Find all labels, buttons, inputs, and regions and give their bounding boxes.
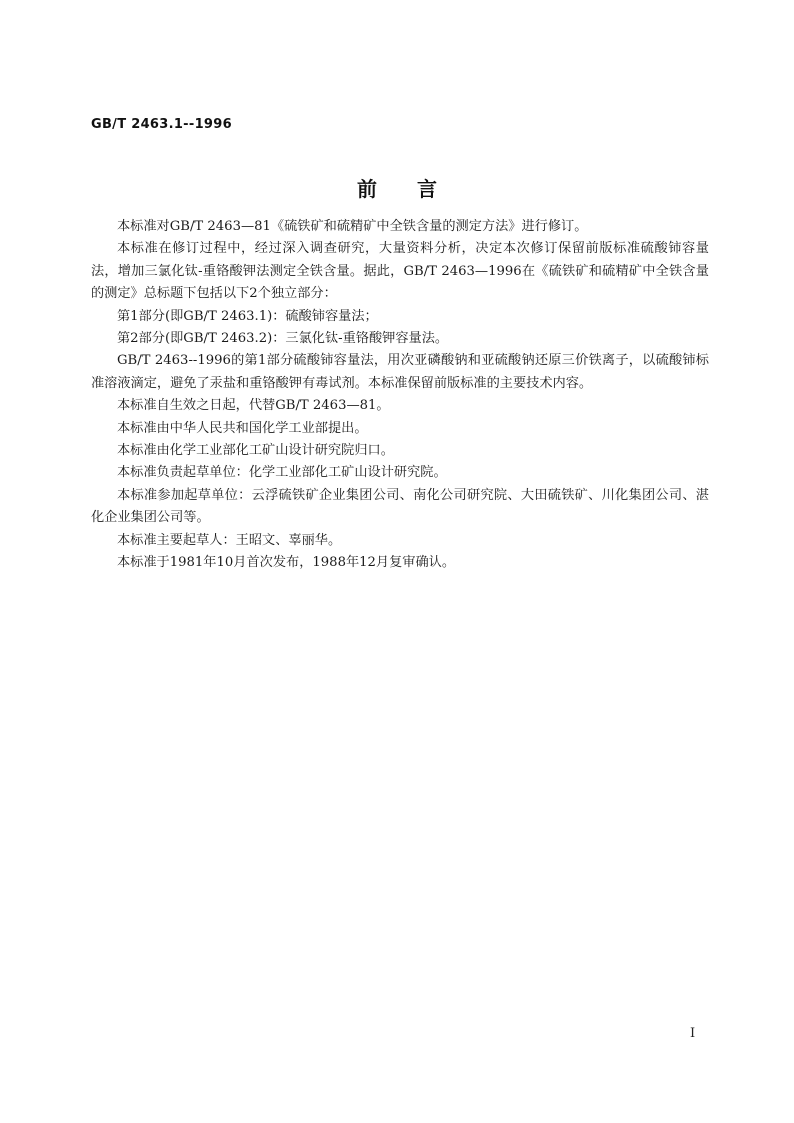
paragraph: GB/T 2463--1996的第1部分硫酸铈容量法，用次亚磷酸钠和亚硫酸钠还原三价铁离子，以硫酸铈标准溶液滴定，避免了汞盐和重铬酸钾有毒试剂。本标准保留前版标准的主要技术内容。: [91, 353, 709, 391]
page-number: I: [690, 1026, 696, 1041]
paragraph: 本标准自生效之日起，代替GB/T 2463—81。: [117, 398, 390, 414]
paragraph: 本标准在修订过程中，经过深入调查研究，大量资料分析，决定本次修订保留前版标准硫酸铈容量法，增加三氯化钛-重铬酸钾法测定全铁含量。据此，GB/T 2463—1996在《硫铁矿和硫精矿中全铁含量的测定》总标题下包括以下2个独立部分：: [91, 241, 709, 302]
page-title: 前言: [357, 177, 477, 201]
paragraph: 本标准由化学工业部化工矿山设计研究院归口。: [117, 443, 394, 459]
paragraph: 第2部分(即GB/T 2463.2)：三氯化钛-重铬酸钾容量法。: [117, 331, 449, 347]
paragraph: 第1部分(即GB/T 2463.1)：硫酸铈容量法；: [117, 308, 378, 324]
standard-code: GB/T 2463.1--1996: [91, 117, 232, 132]
paragraph: 本标准参加起草单位：云浮硫铁矿企业集团公司、南化公司研究院、大田硫铁矿、川化集团公司、湛化企业集团公司等。: [91, 487, 709, 526]
paragraph: 本标准主要起草人：王昭文、辜丽华。: [117, 532, 342, 548]
paragraph: 本标准负责起草单位：化学工业部化工矿山设计研究院。: [117, 465, 447, 481]
paragraph: 本标准由中华人民共和国化学工业部提出。: [117, 420, 368, 436]
paragraph: 本标准对GB/T 2463—81《硫铁矿和硫精矿中全铁含量的测定方法》进行修订。: [117, 219, 588, 234]
document-body: [91, 216, 709, 575]
paragraph: 本标准于1981年10月首次发布，1988年12月复审确认。: [117, 555, 456, 571]
